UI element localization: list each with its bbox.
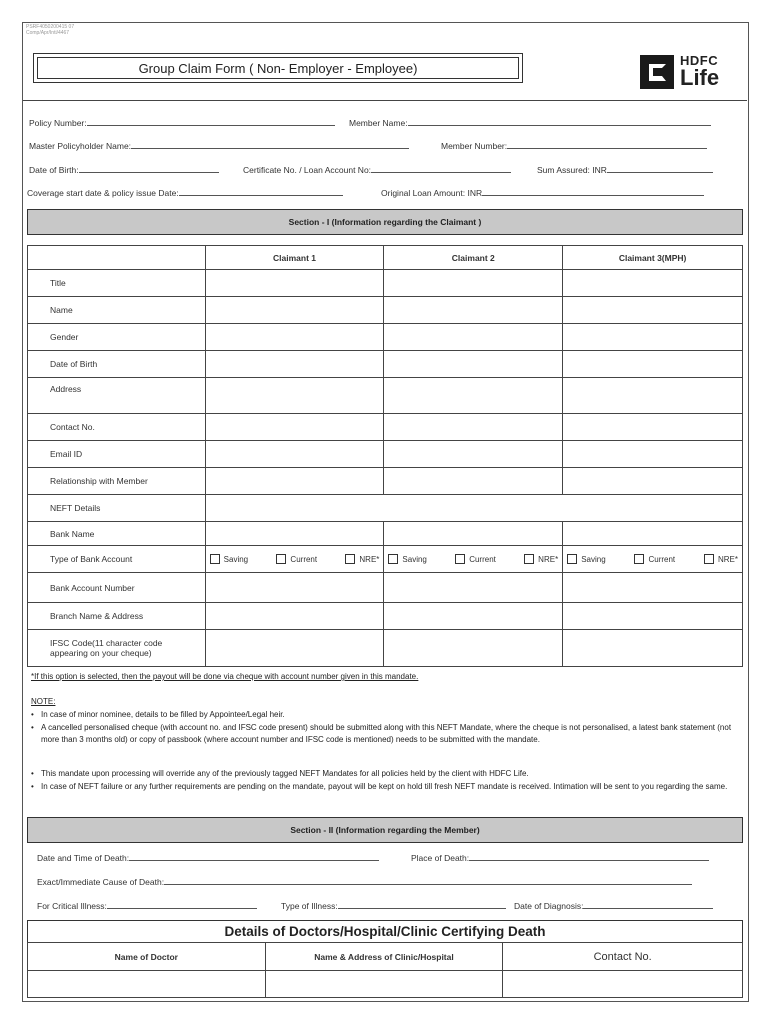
claimant-1-name-cell[interactable] (205, 297, 384, 324)
saving-label: Saving (581, 554, 606, 564)
row-label-branch: Branch Name & Address (28, 603, 206, 630)
claimant-1-saving-option[interactable] (210, 554, 248, 564)
type-of-illness-field[interactable] (281, 901, 506, 911)
checkbox-icon[interactable] (276, 554, 286, 564)
claimant-3-current-option[interactable] (634, 554, 675, 564)
certificate-no-field[interactable] (243, 165, 511, 175)
cause-of-death-field[interactable] (37, 877, 692, 887)
original-loan-field[interactable] (381, 188, 704, 198)
table-row (28, 378, 743, 414)
row-label-address: Address (28, 378, 206, 414)
neft-details-cell (205, 495, 742, 522)
certificate-no-label: Certificate No. / Loan Account No: (243, 165, 372, 175)
form-code-line-1: PSRF4050200415 07 (26, 24, 75, 30)
master-policyholder-label: Master Policyholder Name: (29, 141, 132, 151)
claimant-3-relationship-cell[interactable] (563, 468, 743, 495)
nre-label: NRE* (359, 554, 380, 564)
claimant-3-ifsc-cell[interactable] (563, 630, 743, 667)
title-box (33, 53, 523, 83)
claimant-2-gender-cell[interactable] (384, 324, 563, 351)
claimant-1-current-option[interactable] (276, 554, 317, 564)
date-of-birth-label: Date of Birth: (29, 165, 79, 175)
table-row (28, 630, 743, 667)
checkbox-icon[interactable] (388, 554, 398, 564)
claimant-1-title-cell[interactable] (205, 270, 384, 297)
claimant-3-header: Claimant 3(MPH) (563, 246, 743, 270)
saving-label: Saving (223, 554, 249, 564)
row-label-contact: Contact No. (28, 414, 206, 441)
table-row (28, 270, 743, 297)
date-of-diagnosis-field[interactable] (514, 901, 713, 911)
claimant-3-contact-cell[interactable] (563, 414, 743, 441)
row-label-gender: Gender (28, 324, 206, 351)
checkbox-icon[interactable] (634, 554, 644, 564)
claimant-3-email-cell[interactable] (563, 441, 743, 468)
current-label: Current (648, 554, 676, 564)
claimant-2-branch-cell[interactable] (384, 603, 563, 630)
claimant-2-bank-cell[interactable] (384, 522, 563, 546)
claimant-header-row (28, 246, 743, 270)
claimant-2-saving-option[interactable] (388, 554, 426, 564)
claimant-3-dob-cell[interactable] (563, 351, 743, 378)
table-row (28, 351, 743, 378)
note-item: • This mandate upon processing will override any of the previously tagged NEFT Mandates for all policies held by the client with HDFC Life. (31, 768, 741, 780)
cause-of-death-label: Exact/Immediate Cause of Death: (37, 877, 165, 887)
claimant-3-saving-option[interactable] (567, 554, 605, 564)
clinic-address-cell[interactable] (265, 971, 503, 998)
claimant-1-relationship-cell[interactable] (205, 468, 384, 495)
claimant-1-contact-cell[interactable] (205, 414, 384, 441)
logo-text-hdfc: HDFC (680, 53, 719, 68)
claimant-2-current-option[interactable] (455, 554, 496, 564)
claimant-3-nre-option[interactable] (704, 554, 738, 564)
nre-footnote: *If this option is selected, then the payout will be done via cheque with account number given in this mandate. (31, 672, 419, 681)
clinic-address-header: Name & Address of Clinic/Hospital (265, 943, 503, 971)
critical-illness-field[interactable] (37, 901, 257, 911)
row-label-ifsc: IFSC Code(11 character code appearing on your cheque) (28, 630, 206, 667)
table-row (28, 324, 743, 351)
form-title: Group Claim Form ( Non- Employer - Employee) (37, 57, 519, 79)
checkbox-icon[interactable] (455, 554, 465, 564)
claimant-1-ifsc-cell[interactable] (205, 630, 384, 667)
claimant-2-title-cell[interactable] (384, 270, 563, 297)
member-name-label: Member Name: (349, 118, 408, 128)
row-label-relationship: Relationship with Member (28, 468, 206, 495)
row-label-account-number: Bank Account Number (28, 573, 206, 603)
claimant-3-name-cell[interactable] (563, 297, 743, 324)
claimant-3-account-number-cell[interactable] (563, 573, 743, 603)
member-name-field[interactable] (349, 118, 711, 128)
table-row (28, 603, 743, 630)
name-of-doctor-header: Name of Doctor (28, 943, 266, 971)
claimant-2-name-cell[interactable] (384, 297, 563, 324)
claimant-3-account-type (563, 546, 743, 573)
table-row (28, 495, 743, 522)
checkbox-icon[interactable] (704, 554, 714, 564)
checkbox-icon[interactable] (210, 554, 220, 564)
claimant-table (27, 245, 743, 667)
section-1-header: Section - I (Information regarding the Claimant ) (27, 209, 743, 235)
doctors-header-row (28, 943, 743, 971)
date-of-birth-field[interactable] (29, 165, 219, 175)
claimant-3-title-cell[interactable] (563, 270, 743, 297)
claimant-1-address-cell[interactable] (205, 378, 384, 414)
claimant-2-header: Claimant 2 (384, 246, 563, 270)
claimant-2-dob-cell[interactable] (384, 351, 563, 378)
claimant-2-email-cell[interactable] (384, 441, 563, 468)
coverage-start-field[interactable] (27, 188, 343, 198)
row-label-bank-name: Bank Name (28, 522, 206, 546)
table-row (28, 546, 743, 573)
row-label-title: Title (28, 270, 206, 297)
contact-no-header: Contact No. (503, 943, 743, 971)
member-number-label: Member Number: (441, 141, 508, 151)
current-label: Current (469, 554, 496, 564)
form-page (22, 22, 749, 1002)
claimant-1-gender-cell[interactable] (205, 324, 384, 351)
claimant-1-email-cell[interactable] (205, 441, 384, 468)
nre-label: NRE* (717, 554, 738, 564)
type-of-illness-label: Type of Illness: (281, 901, 338, 911)
claimant-3-bank-cell[interactable] (563, 522, 743, 546)
form-header (23, 23, 747, 101)
table-row (28, 971, 743, 998)
table-row (28, 522, 743, 546)
claimant-2-contact-cell[interactable] (384, 414, 563, 441)
original-loan-label: Original Loan Amount: INR (381, 188, 483, 198)
critical-illness-label: For Critical Illness: (37, 901, 107, 911)
doctors-section-title: Details of Doctors/Hospital/Clinic Certifying Death (27, 920, 743, 942)
claimant-1-bank-cell[interactable] (205, 522, 384, 546)
logo-mark-icon (640, 55, 674, 89)
checkbox-icon[interactable] (524, 554, 534, 564)
date-time-death-field[interactable] (37, 853, 379, 863)
sum-assured-label: Sum Assured: INR (537, 165, 607, 175)
claimant-2-account-number-cell[interactable] (384, 573, 563, 603)
row-label-account-type: Type of Bank Account (28, 546, 206, 573)
section-2-header: Section - II (Information regarding the Member) (27, 817, 743, 843)
logo-text-life: Life (680, 65, 720, 90)
table-row (28, 297, 743, 324)
claimant-1-account-type (205, 546, 384, 573)
place-of-death-field[interactable] (411, 853, 709, 863)
note-item: • In case of NEFT failure or any further requirements are pending on the mandate, payout will be kept on hold till fresh NEFT mandate is received. Intimation will be sent to you regarding the same. (31, 781, 741, 793)
date-time-death-label: Date and Time of Death: (37, 853, 130, 863)
form-code-line-2: Comp/Apr/Inti/4467 (26, 30, 70, 36)
row-label-name: Name (28, 297, 206, 324)
claimant-1-dob-cell[interactable] (205, 351, 384, 378)
current-label: Current (290, 554, 318, 564)
claimant-2-nre-option[interactable] (524, 554, 558, 564)
master-policyholder-field[interactable] (29, 141, 409, 151)
claimant-2-account-type (384, 546, 563, 573)
table-row (28, 414, 743, 441)
doctor-name-cell[interactable] (28, 971, 266, 998)
row-label-neft: NEFT Details (28, 495, 206, 522)
note-item: • A cancelled personalised cheque (with account no. and IFSC code present) should be submitted along with this NEFT Mandate, where the cheque is not personalised, a latest bank statement (not more than 3 months old) or copy of passbook (where account number and IFSC code is mentioned) needs to be submitted with the mandate. (31, 722, 741, 746)
claimant-1-header: Claimant 1 (205, 246, 384, 270)
row-label-email: Email ID (28, 441, 206, 468)
table-row (28, 573, 743, 603)
place-of-death-label: Place of Death: (411, 853, 470, 863)
table-row (28, 441, 743, 468)
note-item: • In case of minor nominee, details to be filled by Appointee/Legal heir. (31, 709, 741, 721)
empty-header-cell (28, 246, 206, 270)
claimant-3-address-cell[interactable] (563, 378, 743, 414)
claimant-2-ifsc-cell[interactable] (384, 630, 563, 667)
nre-label: NRE* (538, 554, 559, 564)
sum-assured-field[interactable] (537, 165, 713, 175)
claimant-1-account-number-cell[interactable] (205, 573, 384, 603)
policy-number-label: Policy Number: (29, 118, 87, 128)
contact-no-cell[interactable] (503, 971, 743, 998)
claimant-1-branch-cell[interactable] (205, 603, 384, 630)
row-label-dob: Date of Birth (28, 351, 206, 378)
saving-label: Saving (402, 554, 427, 564)
notes-heading: NOTE: (31, 697, 56, 706)
hdfc-life-logo (640, 53, 732, 93)
claimant-2-relationship-cell[interactable] (384, 468, 563, 495)
checkbox-icon[interactable] (345, 554, 355, 564)
claimant-3-gender-cell[interactable] (563, 324, 743, 351)
policy-number-field[interactable] (29, 118, 335, 128)
claimant-3-branch-cell[interactable] (563, 603, 743, 630)
table-row (28, 468, 743, 495)
doctors-table (27, 942, 743, 998)
claimant-2-address-cell[interactable] (384, 378, 563, 414)
checkbox-icon[interactable] (567, 554, 577, 564)
member-number-field[interactable] (441, 141, 707, 151)
claimant-1-nre-option[interactable] (345, 554, 379, 564)
coverage-start-label: Coverage start date & policy issue Date: (27, 188, 179, 198)
date-of-diagnosis-label: Date of Diagnosis: (514, 901, 584, 911)
